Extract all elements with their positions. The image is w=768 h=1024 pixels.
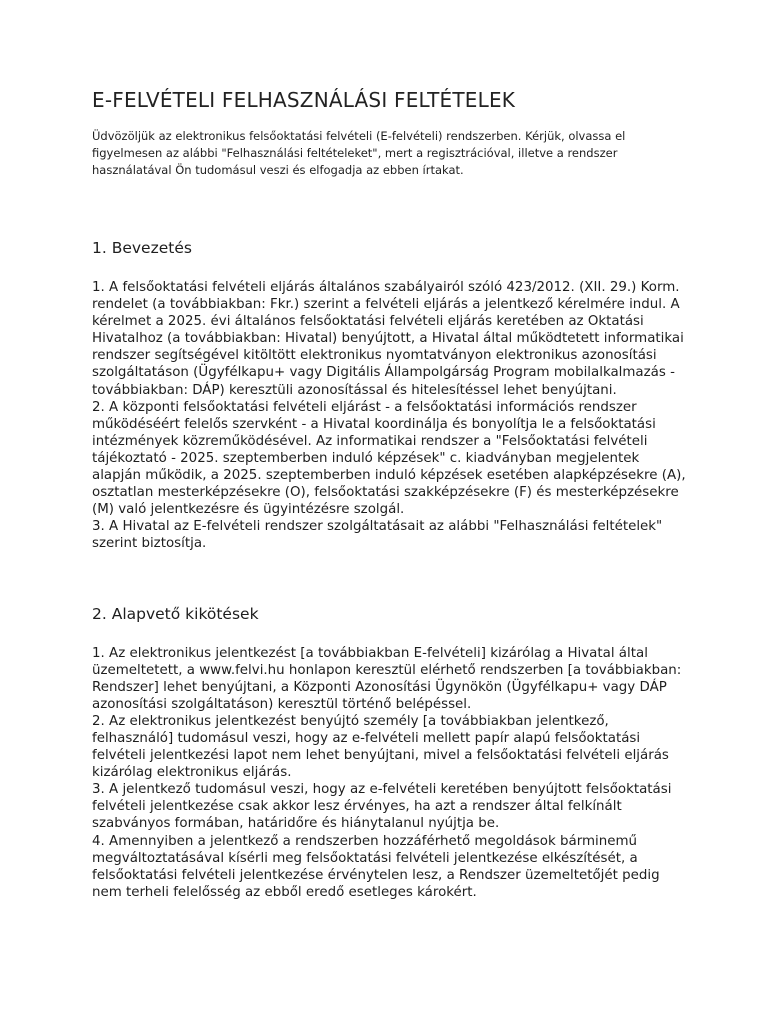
page-title: E-FELVÉTELI FELHASZNÁLÁSI FELTÉTELEK <box>92 88 516 112</box>
section-body-bevezetes <box>92 279 692 553</box>
section-body-alapveto-kikotesek <box>92 645 692 901</box>
section-2-paragraph-4: 4. Amennyiben a jelentkező a rendszerben hozzáférhető megoldások bárminemű megváltoztatásával kísérli meg felsőoktatási felvételi jelentkezése elkészítését, a felsőoktatási felvételi jelentkezése érvénytelen lesz, a Rendszer üzemeltetőjét pedig nem terheli felelősség az ebből eredő esetleges károkért. <box>92 833 660 900</box>
intro-paragraph: Üdvözöljük az elektronikus felsőoktatási felvételi (E-felvételi) rendszerben. Kérjük, olvassa el figyelmesen az alábbi "Felhasználási feltételeket", mert a regisztrációval, illetve a rendszer használatával Ön tudomásul veszi és elfogadja az ebben írtakat. <box>92 129 626 177</box>
section-2-paragraph-2: 2. Az elektronikus jelentkezést benyújtó személy [a továbbiakban jelentkező, felhasználó] tudomásul veszi, hogy az e-felvételi mellett papír alapú felsőoktatási felvételi jelentkezési lapot nem lehet benyújtani, mivel a felsőoktatási felvételi eljárás kizárólag elektronikus eljárás. <box>92 713 669 781</box>
section-1-paragraph-1: 1. A felsőoktatási felvételi eljárás általános szabályairól szóló 423/2012. (XII. 29.) Korm. rendelet (a továbbiakban: Fkr.) szerint a felvételi eljárás a jelentkező kérelmére indul. A kérelmet a 2025. évi általános felsőoktatási felvételi eljárás keretében az Oktatási Hivatalhoz (a továbbiakban: Hivatal) benyújtott, a Hivatal által működtetett informatikai rendszer segítségével kitöltött elektronikus nyomtatványon elektronikus azonosítási szolgáltatáson (Ügyfélkapu+ vagy Digitális Állampolgárság Program mobilalkalmazás - továbbiakban: DÁP) keresztüli azonosítással és hitelesítéssel lehet benyújtani. <box>92 280 684 398</box>
section-heading-alapveto-kikotesek: 2. Alapvető kikötések <box>92 604 259 623</box>
section-2-paragraph-3: 3. A jelentkező tudomásul veszi, hogy az e-felvételi keretében benyújtott felsőoktatási felvételi jelentkezése csak akkor lesz érvényes, ha azt a rendszer által felkínált szabványos formában, határidőre és hiánytalanul nyújtja be. <box>92 782 672 832</box>
section-1-paragraph-3: 3. A Hivatal az E-felvételi rendszer szolgáltatásait az alábbi "Felhasználási feltételek" szerint biztosítja. <box>92 519 663 552</box>
section-2-paragraph-1: 1. Az elektronikus jelentkezést [a továbbiakban E-felvételi] kizárólag a Hivatal által üzemeltetett, a www.felvi.hu honlapon keresztül elérhető rendszerben [a továbbiakban: Rendszer] lehet benyújtani, a Központi Azonosítási Ügynökön (Ügyfélkapu+ vagy DÁP azonosítási szolgáltatáson) keresztül történő belépéssel. <box>92 645 682 712</box>
terms-document <box>92 88 692 901</box>
section-heading-bevezetes: 1. Bevezetés <box>92 239 192 257</box>
section-1-paragraph-2: 2. A központi felsőoktatási felvételi eljárást - a felsőoktatási információs rendszer működéséért felelős szervként - a Hivatal koordinálja és bonyolítja le a felsőoktatási intézmények közreműködésével. Az informatikai rendszer a "Felsőoktatási felvételi tájékoztató - 2025. szeptemberben induló képzések" c. kiadványban megjelentek alapján működik, a 2025. szeptemberben induló képzések esetében alapképzésekre (A), osztatlan mesterképzésekre (O), felsőoktatási szakképzésekre (F) és mesterképzésekre (M) való jelentkezésre és ügyintézésre szolgál. <box>92 399 686 518</box>
